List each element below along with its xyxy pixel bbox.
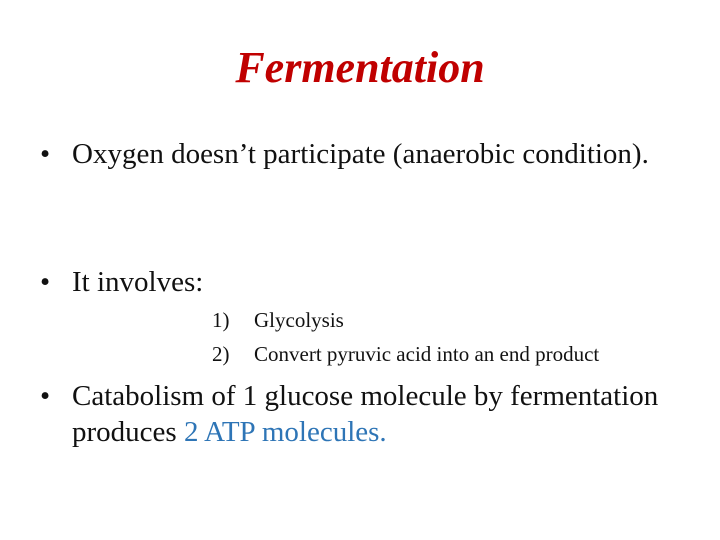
bullet-oxygen	[40, 136, 680, 172]
slide-title: Fermentation	[235, 43, 485, 92]
bullet-catabolism	[40, 378, 680, 450]
bullet-marker: •	[40, 266, 51, 298]
sub-item-text: Convert pyruvic acid into an end product	[254, 342, 600, 366]
bullet-text-plain: Catabolism of 1 glucose molecule by fermentation produces	[72, 380, 659, 448]
bullet-marker: •	[40, 138, 51, 170]
atp-highlight: 2 ATP molecules.	[183, 416, 387, 448]
bullet-text: Oxygen doesn’t participate (anaerobic condition).	[72, 138, 649, 170]
sub-item-number: 2)	[212, 342, 230, 366]
sub-item-convert-pyruvic-acid	[212, 340, 599, 368]
bullet-involves	[40, 264, 680, 300]
bullet-text: It involves:	[72, 266, 204, 298]
bullet-marker: •	[40, 380, 51, 412]
bullet-text	[72, 378, 680, 450]
sub-item-number: 1)	[212, 308, 230, 332]
sub-item-glycolysis	[212, 306, 344, 334]
sub-item-text: Glycolysis	[254, 308, 344, 332]
